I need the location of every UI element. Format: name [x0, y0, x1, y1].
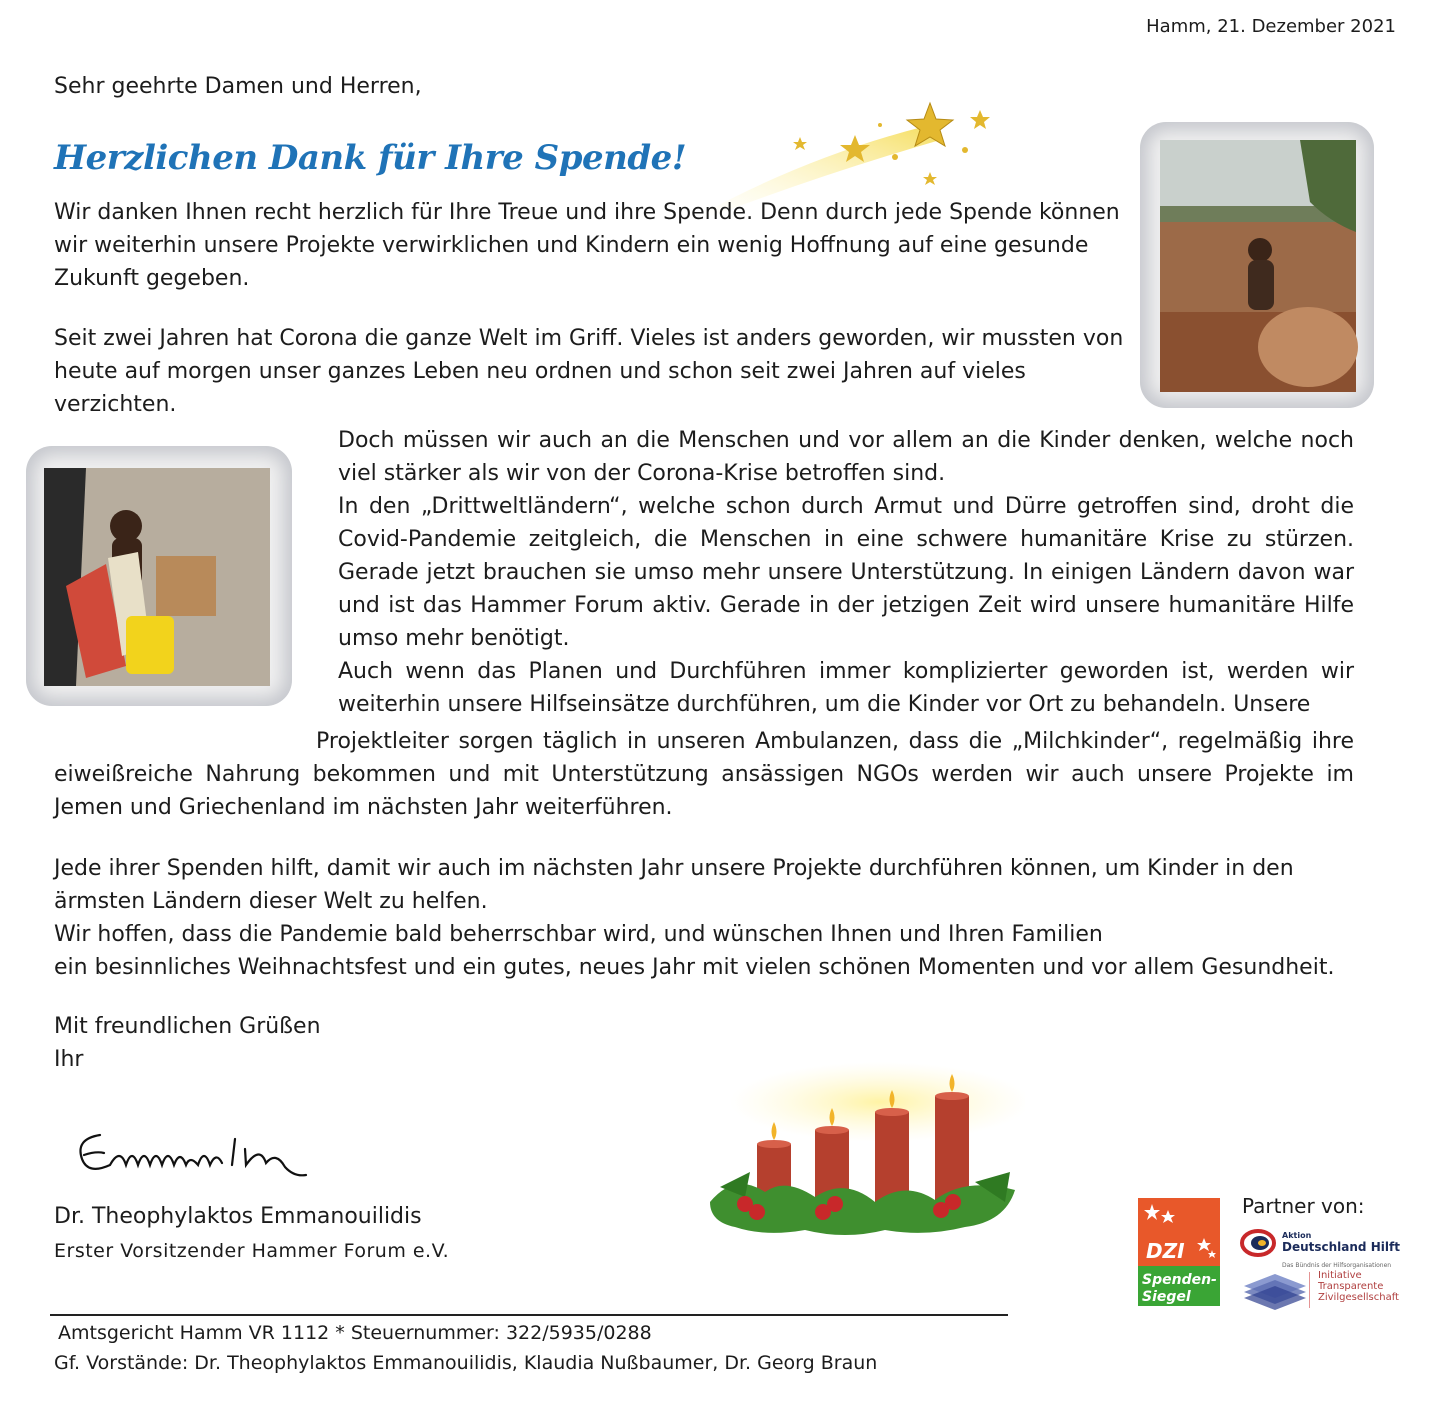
dzi-spenden-siegel-logo: [1138, 1198, 1220, 1306]
paragraph-third-world: [338, 424, 1354, 721]
signer-role: Erster Vorsitzender Hammer Forum e.V.: [54, 1240, 450, 1262]
svg-text:Spenden-: Spenden-: [1142, 1272, 1217, 1288]
signer-name: Dr. Theophylaktos Emmanouilidis: [54, 1204, 422, 1229]
paragraph-third-world-c: Auch wenn das Planen und Durchführen immer komplizierter geworden ist, werden wir weiterhin unsere Hilfseinsätze durchführen, um die Kinder vor Ort zu behandeln. Unsere: [338, 659, 1354, 717]
itz-line1: Initiative: [1318, 1270, 1362, 1281]
advent-wreath-icon: [705, 1062, 1025, 1242]
partner-label: Partner von:: [1242, 1194, 1365, 1218]
closing-greeting: Mit freundlichen Grüßen: [54, 1014, 321, 1039]
headline: Herzlichen Dank für Ihre Spende!: [54, 138, 687, 178]
itz-text: [1318, 1270, 1418, 1303]
paragraph-projects: Projektleiter sorgen täglich in unseren Ambulanzen, dass die „Milchkinder“, regelmäßig ihre eiweißreiche Nahrung bekommen und mit Unterstützung ansässigen NGOs werden wir auch unsere Projekte im Jemen und Griechenland im nächsten Jahr weiterführen.: [54, 729, 1354, 820]
svg-text:Siegel: Siegel: [1142, 1289, 1191, 1305]
footer-divider: [50, 1314, 1008, 1316]
itz-line3: Zivilgesellschaft: [1318, 1292, 1399, 1303]
adh-sub: Das Bündnis der Hilfsorganisationen: [1282, 1262, 1392, 1269]
adh-prefix: Aktion: [1282, 1231, 1312, 1240]
footer-register: Amtsgericht Hamm VR 1112 * Steuernummer: 322/5935/0288: [58, 1322, 652, 1344]
paragraph-thanks: Wir danken Ihnen recht herzlich für Ihre Treue und ihre Spende. Denn durch jede Spende können wir weiterhin unsere Projekte verwirklichen und Kindern ein wenig Hoffnung auf eine gesunde Zukunft gegeben.: [54, 200, 1120, 291]
footer-board: Gf. Vorstände: Dr. Theophylaktos Emmanouilidis, Klaudia Nußbaumer, Dr. Georg Braun: [54, 1352, 878, 1374]
paragraph-third-world-b: In den „Drittweltländern“, welche schon durch Armut und Dürre getroffen sind, droht die Covid-Pandemie zeitgleich, die Menschen in eine schwere humanitäre Krise zu stürzen. Gerade jetzt brauchen sie umso mehr unsere Unterstützung. In einigen Ländern davon war und ist das Hammer Forum aktiv. Gerade in der jetzigen Zeit wird unsere humanitäre Hilfe umso mehr benötigt.: [338, 494, 1354, 651]
closing-ihr: Ihr: [54, 1047, 84, 1072]
aktion-deutschland-hilft-logo: [1240, 1228, 1280, 1258]
paragraph-wishes: [54, 852, 1374, 984]
paragraph-wishes-c: ein besinnliches Weihnachtsfest und ein gutes, neues Jahr mit vielen schönen Momenten und vor allem Gesundheit.: [54, 955, 1335, 980]
transparente-zivilgesellschaft-logo: [1240, 1270, 1310, 1310]
closing: [54, 1010, 321, 1076]
paragraph-corona: Seit zwei Jahren hat Corona die ganze Welt im Griff. Vieles ist anders geworden, wir mussten von heute auf morgen unser ganzes Leben neu ordnen und schon seit zwei Jahren auf vieles verzichten.: [54, 326, 1124, 417]
adh-title: Deutschland Hilft: [1282, 1240, 1400, 1254]
itz-line2: Transparente: [1318, 1281, 1384, 1292]
paragraph-wishes-b: Wir hoffen, dass die Pandemie bald beherrschbar wird, und wünschen Ihnen und Ihren Familien: [54, 922, 1103, 947]
salutation: Sehr geehrte Damen und Herren,: [54, 74, 422, 99]
photo-child-aid: [26, 446, 292, 706]
letter-date: Hamm, 21. Dezember 2021: [1146, 16, 1396, 37]
paragraph-third-world-a: Doch müssen wir auch an die Menschen und vor allem an die Kinder denken, welche noch viel stärker als wir von der Corona-Krise betroffen sind.: [338, 428, 1354, 486]
signature: [70, 1125, 330, 1185]
photo-child-river: [1140, 122, 1374, 408]
paragraph-wishes-a: Jede ihrer Spenden hilft, damit wir auch im nächsten Jahr unsere Projekte durchführen können, um Kinder in den ärmsten Ländern dieser Welt zu helfen.: [54, 856, 1294, 914]
svg-text:DZI: DZI: [1146, 1239, 1185, 1263]
adh-name: [1282, 1232, 1400, 1254]
